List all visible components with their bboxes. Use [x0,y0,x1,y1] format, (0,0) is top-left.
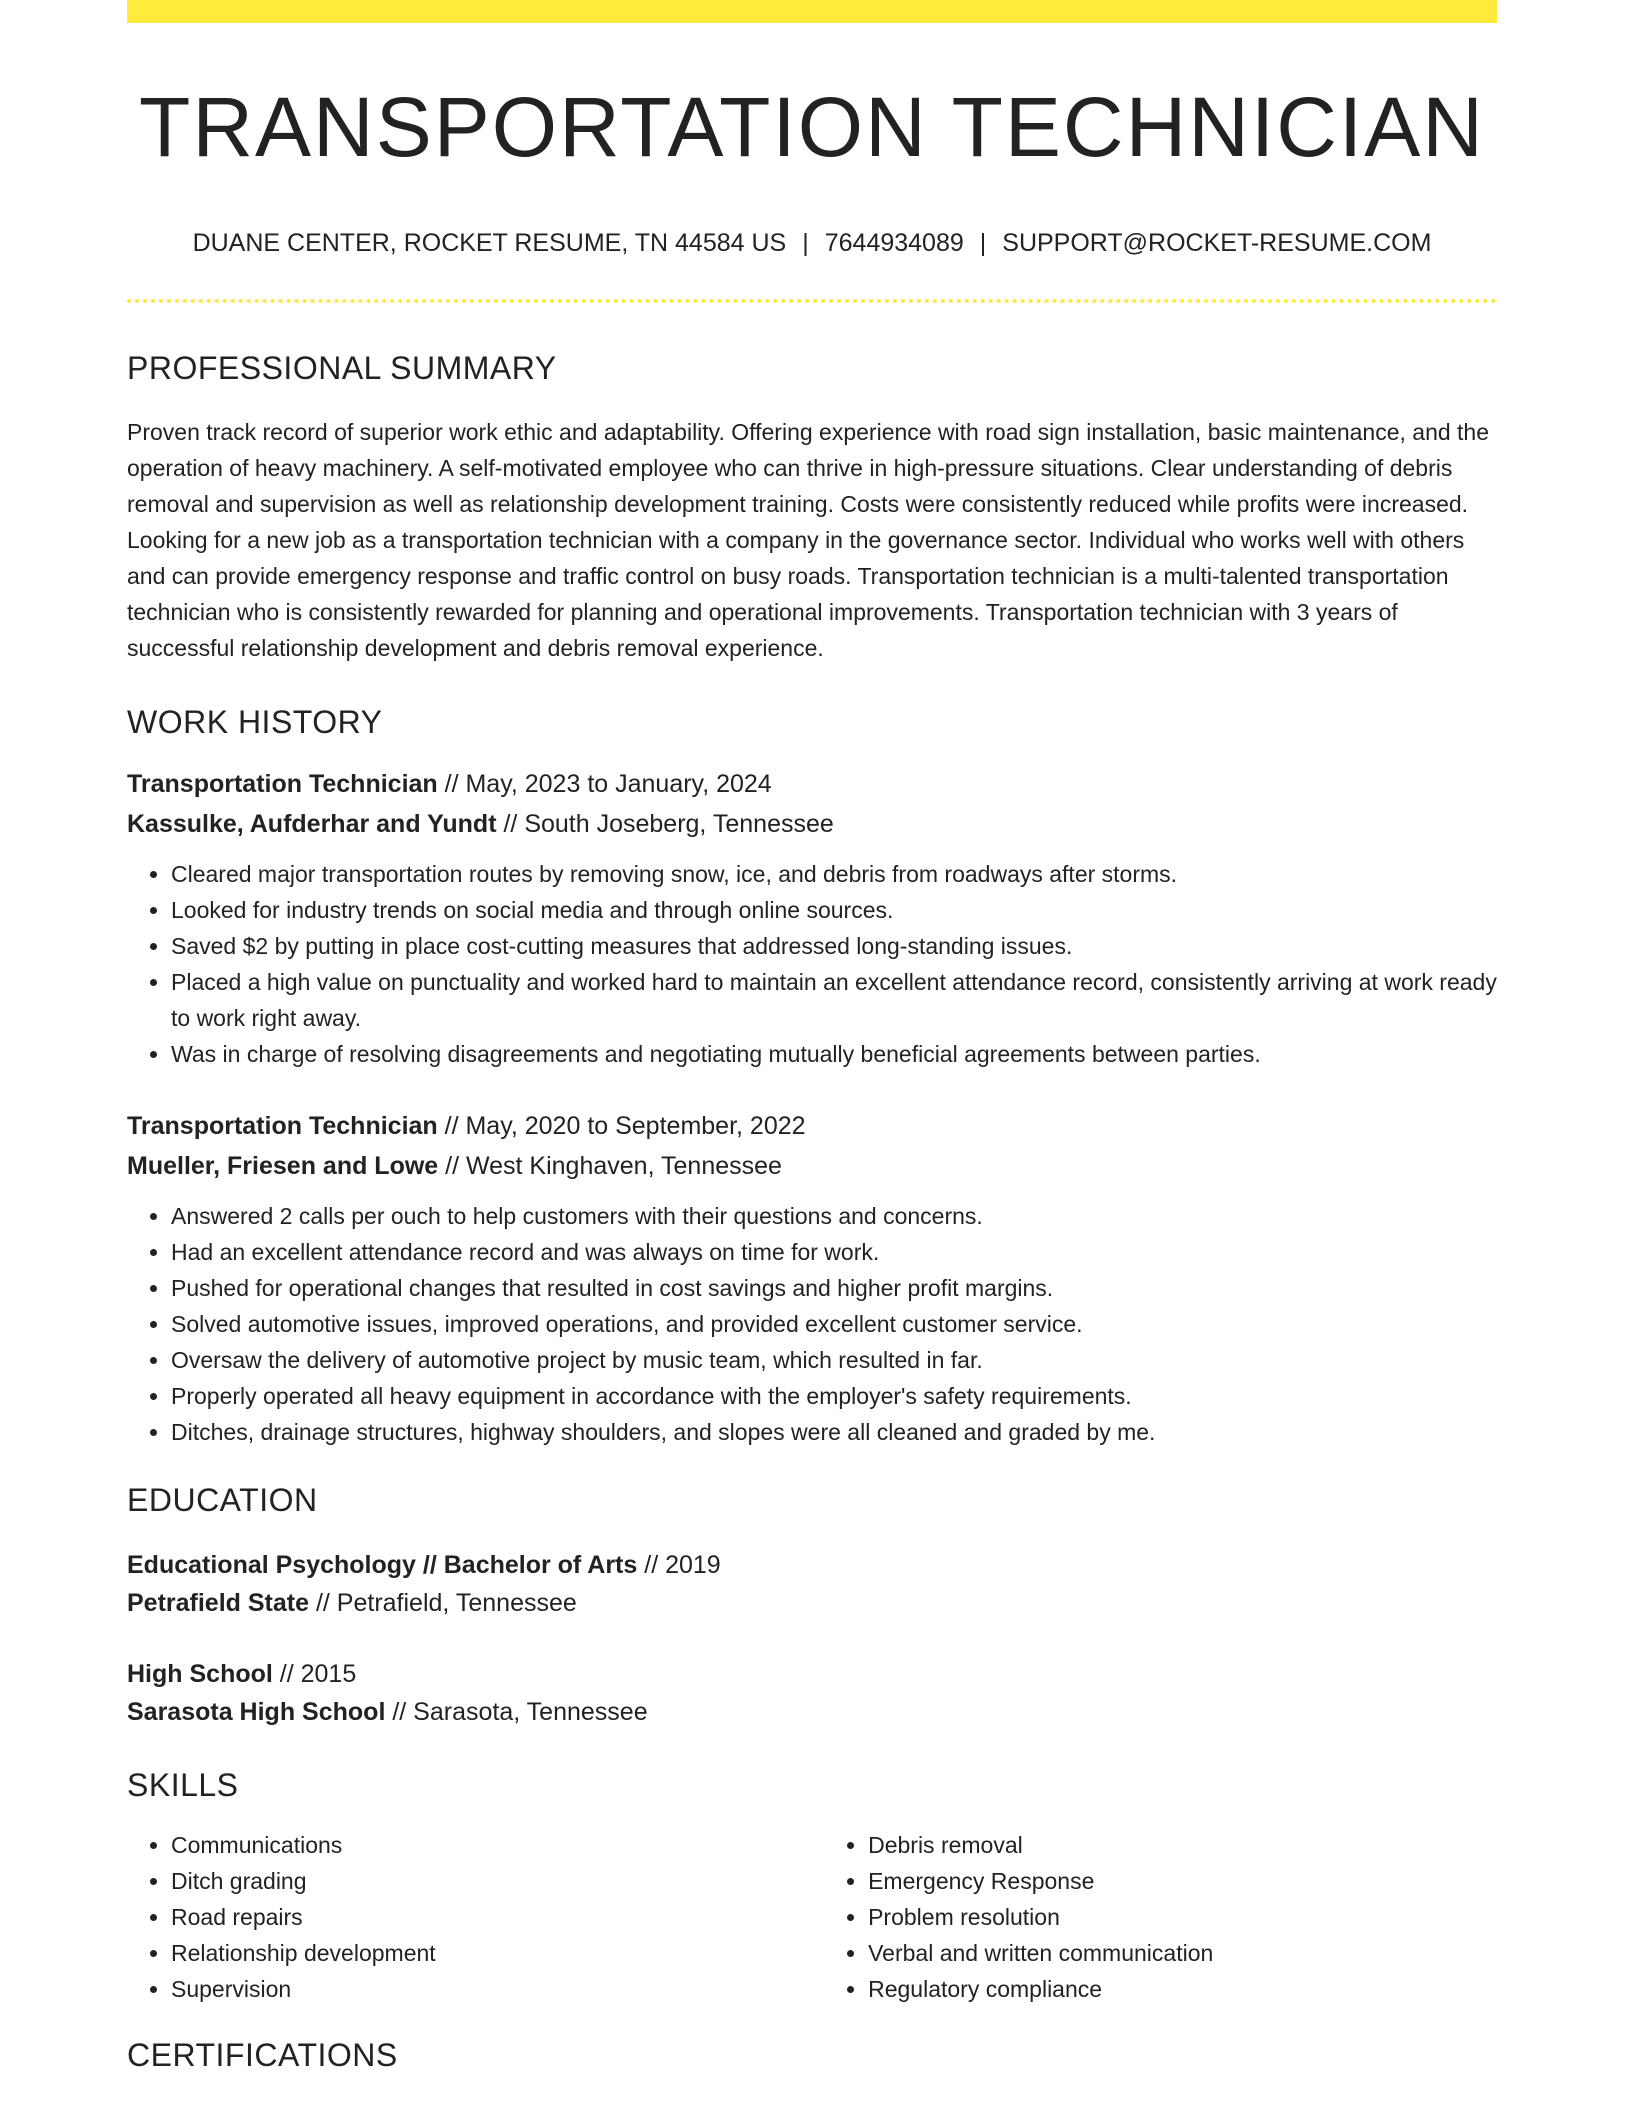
list-item: • Solved automotive issues, improved operations, and provided excellent customer service. [171,1306,1497,1342]
list-item: • Properly operated all heavy equipment in accordance with the employer's safety requirements. [171,1378,1497,1414]
skill-item: • Road repairs [171,1899,824,1935]
education-year: // 2019 [637,1551,721,1579]
summary-text: Proven track record of superior work ethic and adaptability. Offering experience with road sign installation, basic maintenance, and the operation of heavy machinery. A self-motivated employee who can thrive in high-pressure situations. Clear understanding of debris removal and supervision as well as relationship development training. Costs were consistently reduced while profits were increased. Looking for a new job as a transportation technician with a company in the governance sector. Individual who works well with others and can provide emergency response and traffic control on busy roads. Transportation technician is a multi-talented transportation technician who is consistently rewarded for planning and operational improvements. Transportation technician with 3 years of successful relationship development and debris removal experience. [127,419,1490,661]
contact-line [127,231,1497,256]
skill-item: • Regulatory compliance [868,1971,1497,2007]
job-company: Mueller, Friesen and Lowe [127,1152,439,1180]
education-degree: High School [127,1660,273,1688]
job-company-line [127,804,1497,844]
list-item: • Looked for industry trends on social media and through online sources. [171,892,1497,928]
education-year: // 2015 [272,1660,357,1688]
contact-separator: | [979,229,987,257]
education-degree-line [127,1655,1497,1693]
skill-item: • Supervision [171,1971,824,2007]
job-title: Transportation Technician [127,770,438,798]
job-company: Kassulke, Aufderhar and Yundt [127,810,497,838]
list-item: • Had an excellent attendance record and was always on time for work. [171,1234,1497,1270]
education-school-line [127,1693,1497,1731]
list-item: • Ditches, drainage structures, highway shoulders, and slopes were all cleaned and graded by me. [171,1414,1497,1450]
skill-item: • Debris removal [868,1827,1497,1863]
education-location: // Petrafield, Tennessee [309,1589,577,1617]
list-item: • Saved $2 by putting in place cost-cutting measures that addressed long-standing issues. [171,928,1497,964]
work-history-heading: WORK HISTORY [127,704,383,740]
list-item: • Cleared major transportation routes by removing snow, ice, and debris from roadways after storms. [171,856,1497,892]
skill-item: • Emergency Response [868,1863,1497,1899]
accent-bar [127,0,1497,23]
job-title-line [127,1106,1497,1146]
list-item: • Placed a high value on punctuality and worked hard to maintain an excellent attendance record, consistently arriving at work ready to work right away. [171,964,1497,1036]
contact-address: DUANE CENTER, ROCKET RESUME, TN 44584 US [192,229,787,257]
skill-item: • Ditch grading [171,1863,824,1899]
job-title: Transportation Technician [127,1112,438,1140]
job-location: // South Joseberg, Tennessee [496,810,834,838]
contact-email: SUPPORT@ROCKET-RESUME.COM [1002,229,1432,257]
summary-heading: PROFESSIONAL SUMMARY [127,350,557,386]
job-location: // West Kinghaven, Tennessee [438,1152,782,1180]
job-dates: // May, 2020 to September, 2022 [437,1112,806,1140]
skill-item: • Problem resolution [868,1899,1497,1935]
education-school-line [127,1584,1497,1622]
contact-phone: 7644934089 [824,229,964,257]
job-title-line [127,764,1497,804]
list-item: • Pushed for operational changes that resulted in cost savings and higher profit margins. [171,1270,1497,1306]
skills-list-left [127,1827,824,2007]
education-school: Sarasota High School [127,1698,386,1726]
job-bullets [127,856,1497,1072]
skill-item: • Relationship development [171,1935,824,1971]
education-degree-line [127,1546,1497,1584]
resume-page [127,0,1497,2071]
education-degree: Educational Psychology // Bachelor of Arts [127,1551,638,1579]
dotted-divider [127,299,1497,303]
job-bullets [127,1198,1497,1450]
contact-separator: | [802,229,809,257]
list-item: • Answered 2 calls per ouch to help customers with their questions and concerns. [171,1198,1497,1234]
list-item: • Was in charge of resolving disagreements and negotiating mutually beneficial agreements between parties. [171,1036,1497,1072]
education-school: Petrafield State [127,1589,310,1617]
skill-item: • Verbal and written communication [868,1935,1497,1971]
list-item: • Oversaw the delivery of automotive project by music team, which resulted in far. [171,1342,1497,1378]
job-dates: // May, 2023 to January, 2024 [437,770,772,798]
skills-grid [127,1827,1497,2007]
certifications-heading: CERTIFICATIONS [127,2037,398,2073]
job-company-line [127,1146,1497,1186]
skill-item: • Communications [171,1827,824,1863]
skills-list-right [824,1827,1497,2007]
skills-heading: SKILLS [127,1767,239,1803]
education-location: // Sarasota, Tennessee [385,1698,648,1726]
education-heading: EDUCATION [127,1482,318,1518]
resume-title: TRANSPORTATION TECHNICIAN [139,80,1485,174]
